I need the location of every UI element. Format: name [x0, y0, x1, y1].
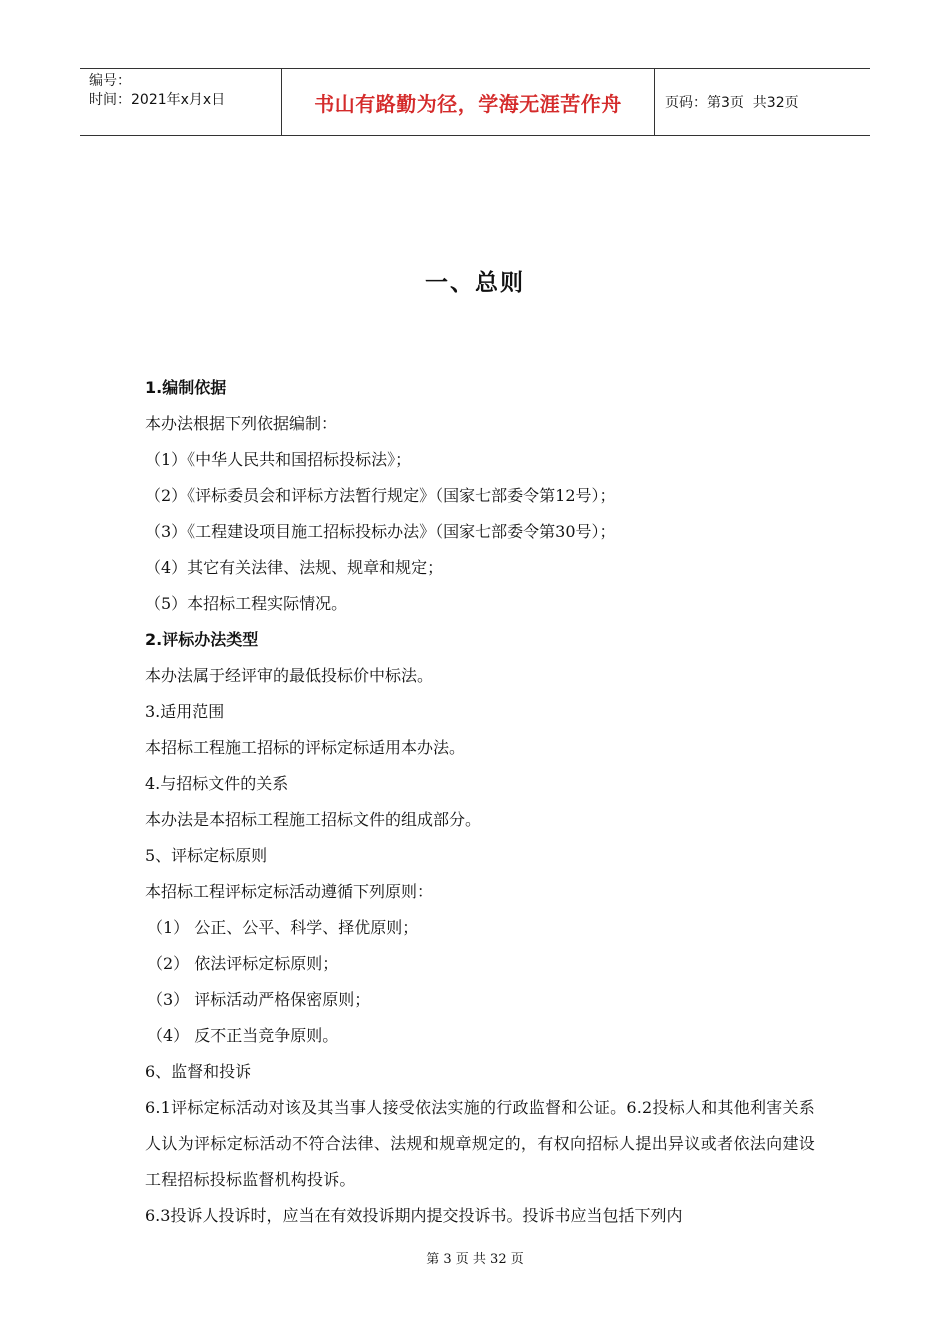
paragraph: 6.3投诉人投诉时，应当在有效投诉期内提交投诉书。投诉书应当包括下列内 [145, 1206, 683, 1225]
list-item: （3） 评标活动严格保密原则； [147, 990, 371, 1009]
motto-text: 书山有路勤为径，学海无涯苦作舟 [314, 91, 622, 116]
header-page-info [655, 69, 870, 135]
page-header [80, 68, 870, 136]
number-label: 编号： [89, 73, 131, 89]
heading-method-type: 2.评标办法类型 [145, 630, 259, 649]
page-label: 页码：第3页 共32页 [665, 95, 799, 111]
subheading: 5、评标定标原则 [145, 846, 268, 865]
list-item: （1） 公正、公平、科学、择优原则； [147, 918, 419, 937]
list-item: （2） 依法评标定标原则； [147, 954, 339, 973]
header-meta [80, 69, 281, 135]
heading-basis: 1.编制依据 [145, 378, 227, 397]
paragraph: 本招标工程评标定标活动遵循下列原则： [145, 882, 434, 901]
paragraph: 本办法根据下列依据编制： [145, 414, 338, 433]
subheading: 3.适用范围 [145, 702, 225, 721]
document-body [145, 370, 815, 1234]
paragraph: 6.1评标定标活动对该及其当事人接受依法实施的行政监督和公证。6.2投标人和其他利害关系人认为评标定标活动不符合法律、法规和规章规定的，有权向招标人提出异议或者依法向建设工程招标投标监督机构投诉。 [145, 1098, 815, 1189]
page-footer: 第 3 页 共 32 页 [426, 1252, 524, 1267]
section-title: 一、总则 [425, 270, 525, 296]
paragraph: 本办法属于经评审的最低投标价中标法。 [145, 666, 434, 685]
list-item: （4）其它有关法律、法规、规章和规定； [145, 558, 444, 577]
list-item: （4） 反不正当竞争原则。 [147, 1026, 339, 1045]
paragraph: 本办法是本招标工程施工招标文件的组成部分。 [145, 810, 482, 829]
header-motto [281, 69, 655, 135]
list-item: （3）《工程建设项目施工招标投标办法》（国家七部委令第30号）； [145, 522, 616, 541]
list-item: （2）《评标委员会和评标方法暂行规定》（国家七部委令第12号）； [145, 486, 616, 505]
subheading: 6、监督和投诉 [145, 1062, 252, 1081]
paragraph: 本招标工程施工招标的评标定标适用本办法。 [145, 738, 466, 757]
list-item: （5）本招标工程实际情况。 [145, 594, 348, 613]
list-item: （1）《中华人民共和国招标投标法》； [145, 450, 412, 469]
time-label: 时间：2021年x月x日 [89, 92, 226, 108]
subheading: 4.与招标文件的关系 [145, 774, 289, 793]
